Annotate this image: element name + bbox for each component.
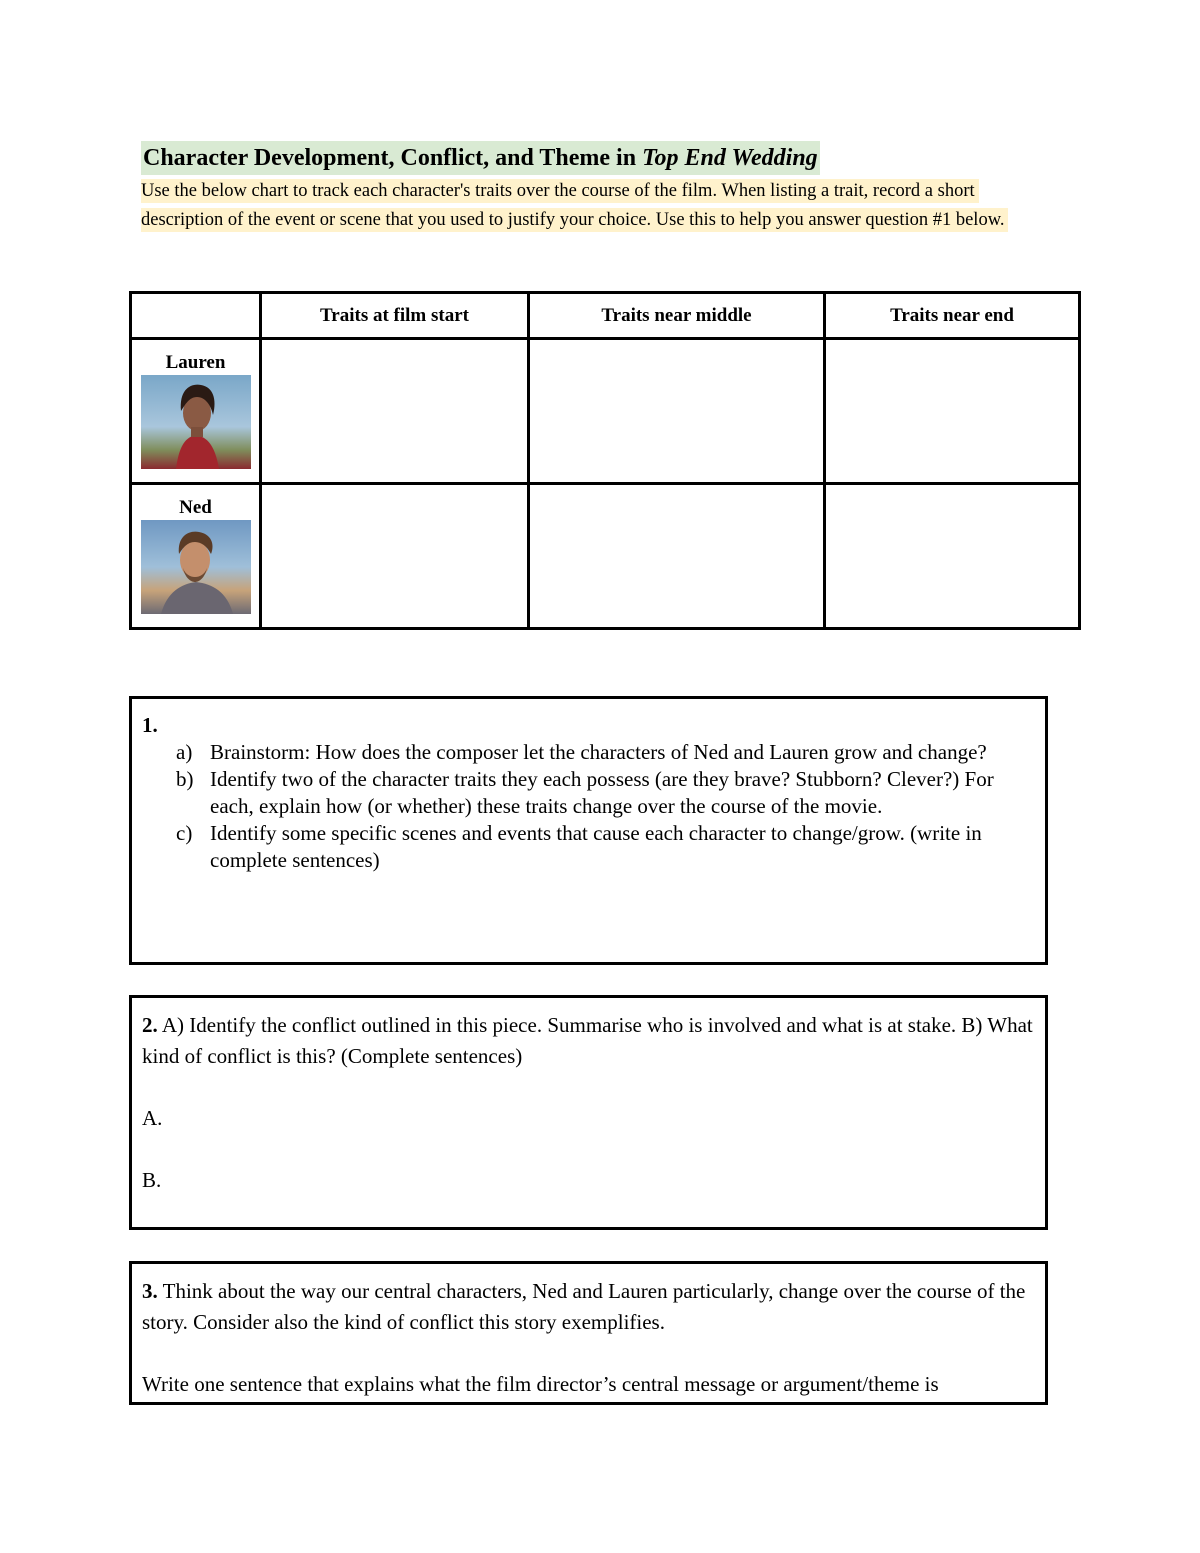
question-1-list	[142, 739, 1035, 874]
lauren-traits-start[interactable]	[261, 339, 529, 484]
header-cell-empty	[131, 293, 261, 339]
character-cell-lauren	[131, 339, 261, 484]
table-row-lauren	[131, 339, 1080, 484]
question-3-text: Think about the way our central characters, Ned and Lauren particularly, change over the course of the story. Consider also the kind of conflict this story exemplifies.	[142, 1279, 1026, 1334]
lauren-traits-end[interactable]	[825, 339, 1080, 484]
list-marker: a)	[176, 740, 193, 764]
list-item	[176, 820, 1035, 874]
table-row-ned	[131, 484, 1080, 629]
ned-traits-middle[interactable]	[529, 484, 825, 629]
character-traits-table	[129, 291, 1081, 630]
header-traits-end: Traits near end	[825, 293, 1080, 339]
ned-photo	[141, 520, 251, 614]
answer-a-label: A.	[142, 1106, 163, 1130]
question-2-text: A) Identify the conflict outlined in this piece. Summarise who is involved and what is at stake. B) What kind of conflict is this? (Complete sentences)	[142, 1013, 1033, 1068]
ned-traits-end[interactable]	[825, 484, 1080, 629]
list-marker: b)	[176, 767, 194, 791]
table-header-row	[131, 293, 1080, 339]
list-item-text: Identify some specific scenes and events that cause each character to change/grow. (write in complete sentences)	[210, 821, 982, 872]
question-1-box[interactable]	[129, 696, 1048, 965]
title-prefix: Character Development, Conflict, and Theme in	[143, 145, 643, 171]
list-marker: c)	[176, 821, 193, 845]
list-item	[176, 739, 1035, 766]
question-1-number: 1.	[142, 713, 158, 737]
question-3-instruction: Write one sentence that explains what the film director’s central message or argument/theme is	[142, 1372, 939, 1396]
ned-traits-start[interactable]	[261, 484, 529, 629]
question-2-box[interactable]	[129, 995, 1048, 1230]
character-cell-ned	[131, 484, 261, 629]
lauren-photo	[141, 375, 251, 469]
instructions-text: Use the below chart to track each character's traits over the course of the film. When listing a trait, record a short description of the event or scene that you used to justify your choice. Use this to help you answer question #1 below.	[141, 179, 1008, 232]
answer-b-label: B.	[142, 1168, 162, 1192]
character-name-lauren: Lauren	[165, 352, 226, 373]
instructions	[141, 177, 1061, 234]
header-traits-start: Traits at film start	[261, 293, 529, 339]
header-traits-middle: Traits near middle	[529, 293, 825, 339]
question-3-number: 3.	[142, 1279, 158, 1303]
question-3-box[interactable]	[129, 1261, 1048, 1405]
list-item-text: Brainstorm: How does the composer let the characters of Ned and Lauren grow and change?	[210, 740, 987, 764]
page-title	[141, 141, 820, 175]
question-2-prompt	[142, 1010, 1035, 1072]
film-title: Top End Wedding	[642, 145, 818, 171]
list-item	[176, 766, 1035, 820]
character-name-ned: Ned	[179, 497, 212, 518]
list-item-text: Identify two of the character traits they each possess (are they brave? Stubborn? Clever?) For each, explain how (or whether) these traits change over the course of the movie.	[210, 767, 994, 818]
lauren-traits-middle[interactable]	[529, 339, 825, 484]
question-2-number: 2.	[142, 1013, 158, 1037]
question-3-prompt	[142, 1276, 1035, 1338]
